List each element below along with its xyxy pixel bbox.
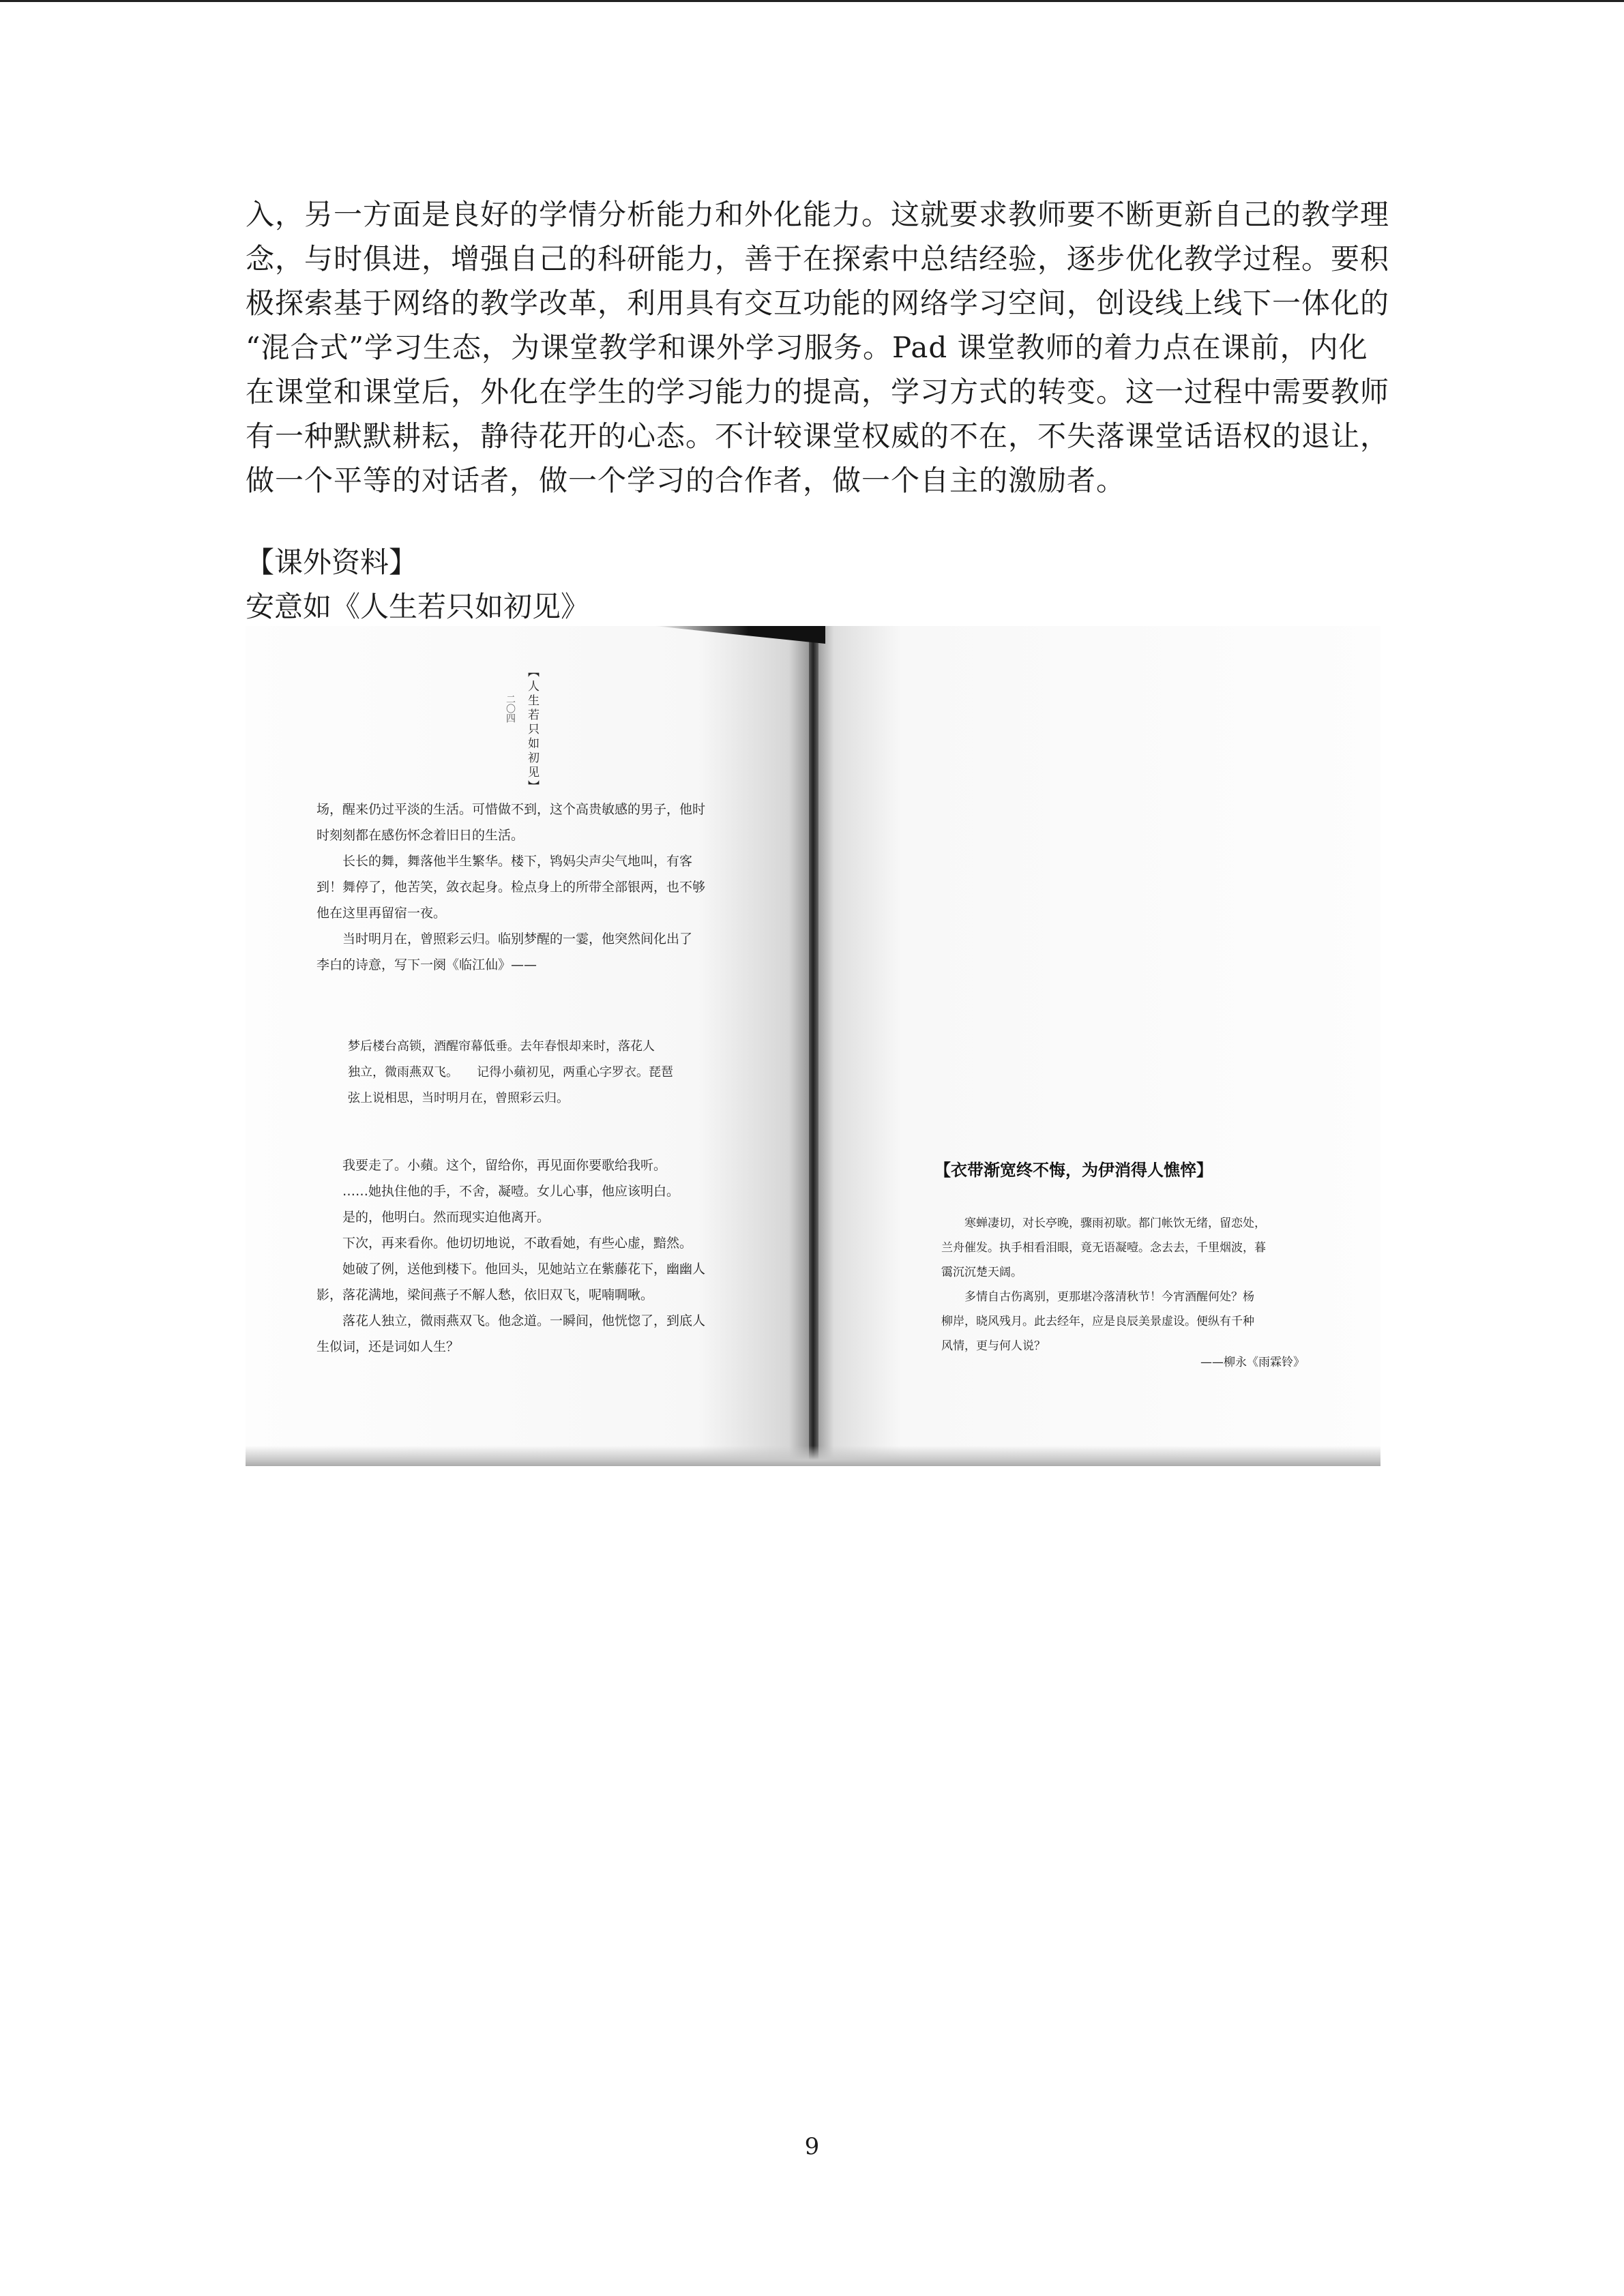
- body-line: 有一种默默耕耘，静待花开的心态。不计较课堂权威的不在，不失落课堂话语权的退让，: [246, 419, 1390, 453]
- scan-text-line: ……她执住他的手，不舍，凝噎。女儿心事，他应该明白。: [316, 1184, 680, 1199]
- scan-text-line: 影，落花满地，梁间燕子不解人愁，依旧双飞，呢喃啁啾。: [316, 1287, 654, 1302]
- body-paragraph: [246, 192, 1390, 503]
- resource-section-label: 【课外资料】: [246, 546, 418, 579]
- scan-text-line: 长长的舞，舞落他半生繁华。楼下，鸨妈尖声尖气地叫，有客: [316, 854, 693, 869]
- poem-line: 风情，更与何人说？: [941, 1339, 1046, 1353]
- poem-line: 弦上说相思，当时明月在，曾照彩云归。: [348, 1091, 569, 1105]
- scan-text-line: 他在这里再留宿一夜。: [316, 906, 447, 921]
- scan-text-line: 当时明月在，曾照彩云归。临别梦醒的一霎，他突然间化出了: [316, 931, 693, 946]
- resource-title: 安意如《人生若只如初见》: [246, 590, 590, 623]
- left-page-poem: [348, 1034, 784, 1112]
- scan-text-line: 是的，他明白。然而现实迫他离开。: [316, 1210, 550, 1225]
- body-line: 在课堂和课堂后，外化在学生的学习能力的提高，学习方式的转变。这一过程中需要教师: [246, 375, 1390, 408]
- poem-line: 梦后楼台高锁，酒醒帘幕低垂。去年春恨却来时，落花人: [348, 1039, 655, 1054]
- top-border-line: [0, 0, 1624, 2]
- poem-attribution: ——柳永《雨霖铃》: [1200, 1356, 1305, 1369]
- body-line: 念，与时俱进，增强自己的科研能力，善于在探索中总结经验，逐步优化教学过程。要积: [246, 242, 1390, 275]
- scan-text-line: 下次，再来看你。他切切地说，不敢看她，有些心虚，黯然。: [316, 1236, 693, 1251]
- scan-text-line: 落花人独立，微雨燕双飞。他念道。一瞬间，他恍惚了，到底人: [316, 1313, 706, 1328]
- left-page-paragraph-2: [316, 1152, 794, 1360]
- scan-text-line: 生似词，还是词如人生？: [316, 1339, 460, 1354]
- poem-line: 霭沉沉楚天阔。: [941, 1266, 1022, 1279]
- scan-text-line: 李白的诗意，写下一阕《临江仙》——: [316, 957, 537, 972]
- body-line: 极探索基于网络的教学改革，利用具有交互功能的网络学习空间，创设线上线下一体化的: [246, 286, 1390, 320]
- left-page-running-header: 【人生若只如初见】: [525, 666, 539, 794]
- scan-text-line: 到！舞停了，他苦笑，敛衣起身。检点身上的所带全部银两，也不够: [316, 880, 706, 895]
- left-page-paragraph-1: [316, 796, 794, 978]
- poem-line: 兰舟催发。执手相看泪眼，竟无语凝噎。念去去，千里烟波，暮: [941, 1241, 1266, 1255]
- poem-line: 柳岸，晓风残月。此去经年，应是良辰美景虚设。便纵有千种: [941, 1315, 1254, 1328]
- scan-text-line: 时刻刻都在感伤怀念着旧日的生活。: [316, 828, 525, 843]
- scan-text-line: 我要走了。小蘋。这个，留给你，再见面你要歌给我听。: [316, 1158, 667, 1173]
- body-line: 入，另一方面是良好的学情分析能力和外化能力。这就要求教师要不断更新自己的教学理: [246, 198, 1390, 231]
- scan-bottom-shadow: [246, 1446, 1381, 1466]
- left-page-number: 二〇四: [505, 694, 516, 723]
- body-line: 做一个平等的对话者，做一个学习的合作者，做一个自主的激励者。: [246, 464, 1126, 497]
- right-page-poem: [941, 1211, 1323, 1358]
- poem-line: 多情自古伤离别，更那堪冷落清秋节！今宵酒醒何处？杨: [941, 1290, 1254, 1304]
- poem-line: 独立，微雨燕双飞。 记得小蘋初见，两重心字罗衣。琵琶: [348, 1065, 673, 1079]
- right-page-title: 【衣带渐宽终不悔，为伊消得人憔悴】: [934, 1161, 1213, 1180]
- body-line: “混合式”学习生态，为课堂教学和课外学习服务。Pad 课堂教师的着力点在课前，内化: [246, 331, 1368, 364]
- scan-text-line: 她破了例，送他到楼下。他回头，见她站立在紫藤花下，幽幽人: [316, 1262, 706, 1277]
- page-number: 9: [804, 2133, 820, 2160]
- book-gutter: [809, 631, 818, 1466]
- scanned-book-spread: [246, 626, 1381, 1466]
- scan-text-line: 场，醒来仍过平淡的生活。可惜做不到，这个高贵敏感的男子，他时: [316, 802, 706, 817]
- poem-line: 寒蝉凄切，对长亭晚，骤雨初歇。都门帐饮无绪，留恋处，: [941, 1217, 1266, 1230]
